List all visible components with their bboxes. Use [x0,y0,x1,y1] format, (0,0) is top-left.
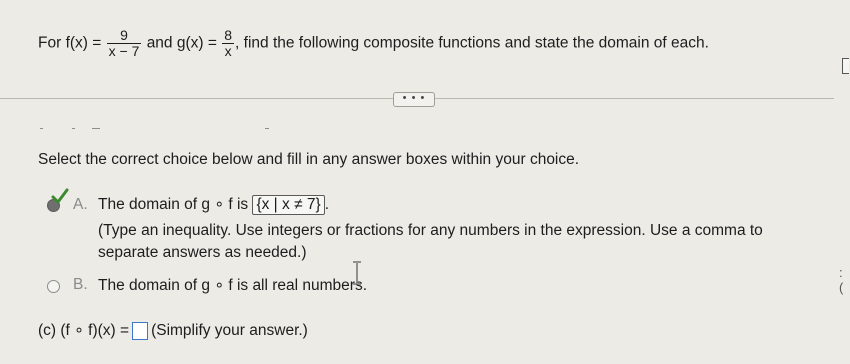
more-icon[interactable]: • • • [393,92,435,107]
check-icon [51,188,69,204]
decorative-dash [265,128,269,129]
choice-b-letter: B. [73,276,88,293]
part-c-label: (c) [38,322,57,339]
g-definition-lhs: g(x) = [176,34,217,52]
decorative-dash [72,128,75,129]
decorative-dash [92,128,100,129]
f-denominator: x − 7 [108,43,140,59]
choice-a-note [98,220,818,264]
choice-b-radio[interactable] [47,280,60,293]
g-numerator: 8 [224,27,233,43]
instruction-text: Select the correct choice below and fill in any answer boxes within your choice. [38,151,580,168]
part-c-answer-input[interactable] [132,322,148,340]
choice-a-label: The domain of g ∘ f is [98,196,249,213]
g-fraction [222,28,234,59]
f-numerator: 9 [120,27,128,43]
choice-a-note-text: (Type an inequality. Use integers or fractions for any numbers in the expression. Use a comma to separate answers as needed.) [98,222,763,261]
f-definition-lhs: f(x) = [65,34,102,52]
text-cursor-icon [351,260,363,286]
question-lead: For [38,34,62,52]
part-c-expression: (f ∘ f)(x) = [60,322,130,339]
scroll-marker[interactable] [842,58,849,74]
decorative-dash [40,128,43,129]
choice-b-text: The domain of g ∘ f is all real numbers. [98,277,368,294]
choice-a-text [98,195,329,215]
choice-a-letter: A. [73,196,88,213]
question-text [38,28,709,59]
part-c-line [38,321,308,341]
question-tail: , find the following composite functions and state the domain of each. [235,34,709,52]
choice-a-end: . [324,196,329,213]
side-marker: : ( [839,265,844,295]
domain-answer-box[interactable]: {x | x ≠ 7} [252,195,324,215]
f-fraction [107,28,142,59]
part-c-hint: (Simplify your answer.) [151,322,308,339]
question-and: and [146,34,173,52]
g-denominator: x [222,43,234,59]
